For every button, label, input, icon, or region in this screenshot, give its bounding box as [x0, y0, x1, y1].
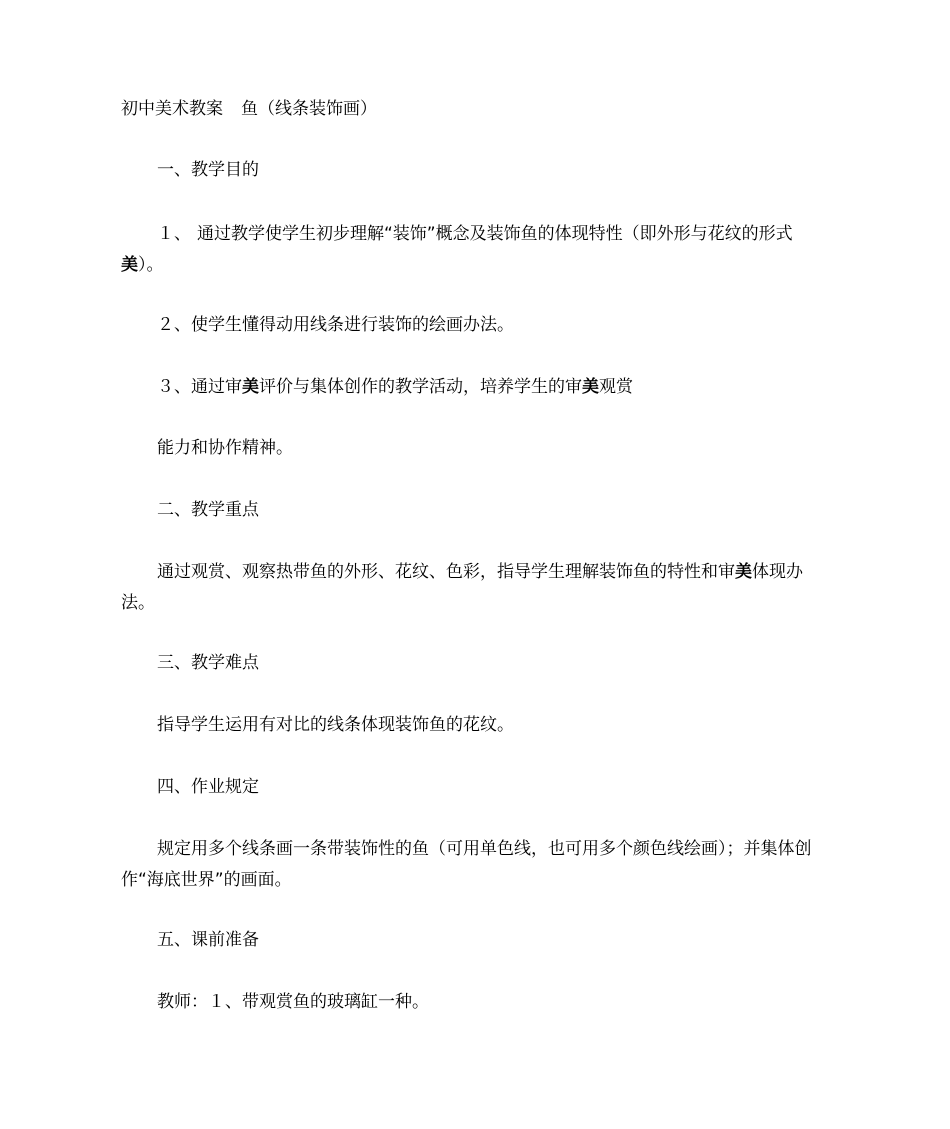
goal-3-paragraph: ３、通过审美评价与集体创作的教学活动，培养学生的审美观赏 — [157, 377, 633, 397]
prep-label: 教师： — [157, 992, 208, 1012]
difficulty-heading: 三、教学难点 — [157, 653, 259, 673]
homework-heading: 四、作业规定 — [157, 777, 259, 797]
prep-paragraph: 教师：１、带观赏鱼的玻璃缸一种。 — [157, 992, 429, 1012]
focus-heading: 二、教学重点 — [157, 500, 259, 520]
bold-mei: 美 — [121, 255, 138, 275]
goal-3-number: ３、 — [157, 377, 191, 397]
document-title — [121, 94, 833, 125]
prep-heading: 五、课前准备 — [157, 930, 259, 950]
bold-mei: 美 — [582, 377, 599, 397]
bold-mei: 美 — [242, 377, 259, 397]
difficulty-paragraph: 指导学生运用有对比的线条体现装饰鱼的花纹。 — [157, 715, 514, 735]
homework-paragraph: 规定用多个线条画一条带装饰性的鱼（可用单色线，也可用多个颜色线绘画）；并集体创作“海底世界”的画面。 — [121, 839, 812, 890]
focus-paragraph: 通过观赏、观察热带鱼的外形、花纹、色彩，指导学生理解装饰鱼的特性和审美体现办法。 — [121, 562, 803, 613]
goal-2-number: ２、 — [157, 315, 191, 335]
goal-1-paragraph: １、 通过教学使学生初步理解“装饰”概念及装饰鱼的体现特性（即外形与花纹的形式美）。 — [121, 224, 793, 275]
goal-3-continuation: 能力和协作精神。 — [157, 438, 293, 458]
title-sub: 鱼（线条装饰画） — [241, 99, 377, 119]
goal-1-number: １、 — [157, 224, 191, 244]
goal-2-paragraph: ２、使学生懂得动用线条进行装饰的绘画办法。 — [157, 315, 514, 335]
bold-mei: 美 — [735, 562, 752, 582]
goals-heading: 一、教学目的 — [157, 160, 259, 180]
prep-number: １、 — [208, 992, 242, 1012]
title-main: 初中美术教案 — [121, 99, 223, 119]
